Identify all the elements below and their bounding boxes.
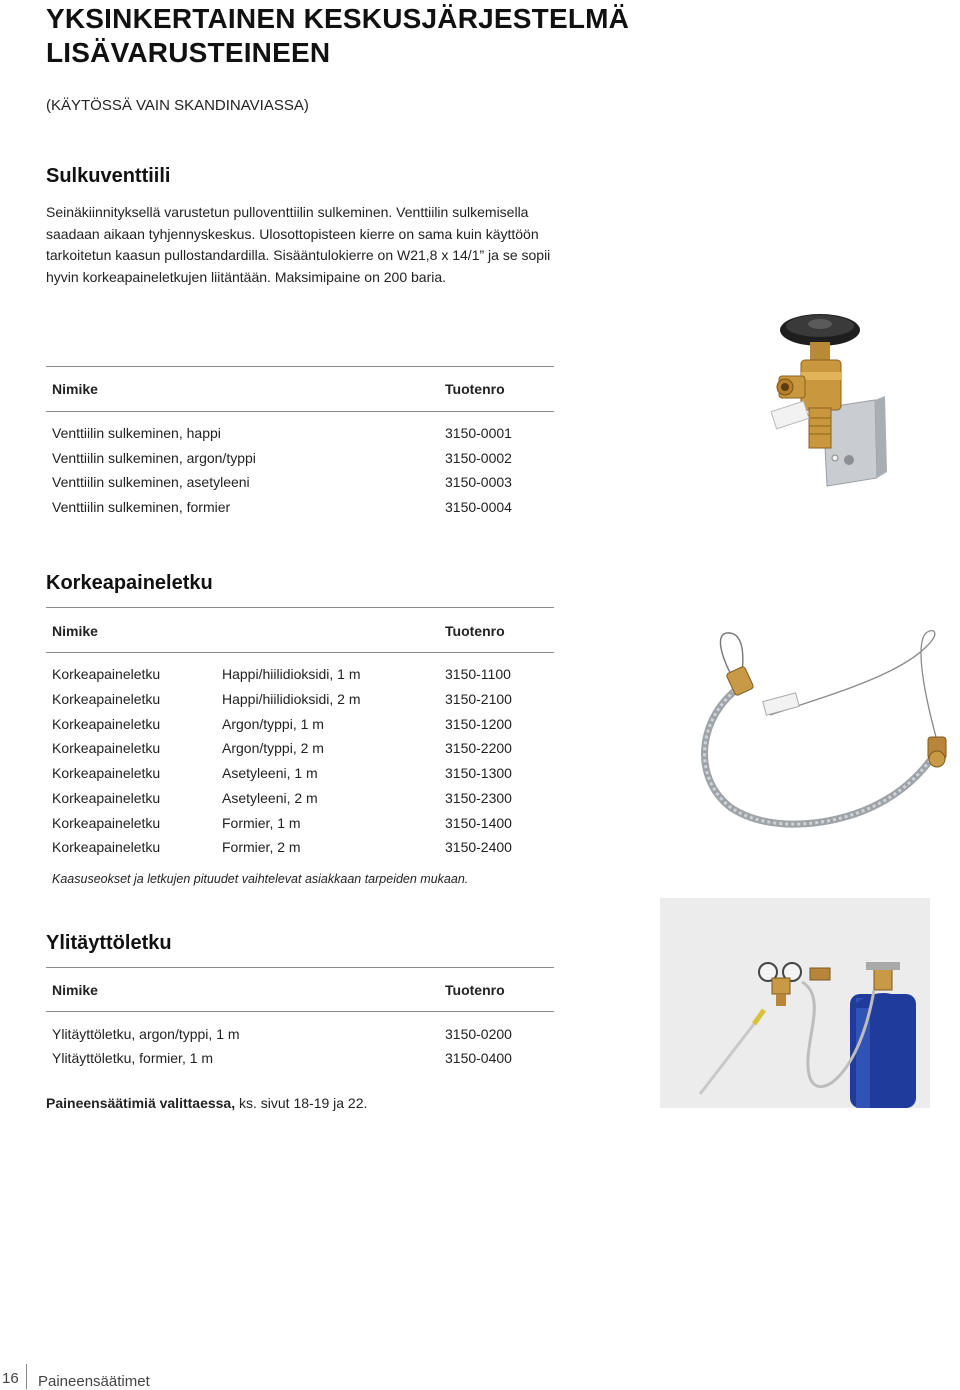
description-line: tarkoitetun kaasun pullostandardilla. Sisääntulokierre on W21,8 x 14/1” ja se sopii — [46, 247, 551, 263]
table-cell-name: Korkeapaineletku — [52, 790, 161, 806]
table-cell-code: 3150-2200 — [445, 740, 512, 756]
overfill-hose-image — [660, 898, 930, 1108]
page-title-line-2: LISÄVARUSTEINEEN — [46, 37, 331, 68]
table-cell-code: 3150-1400 — [445, 815, 512, 831]
table-rule — [46, 652, 554, 653]
table-cell-spec: Asetyleeni, 1 m — [222, 765, 318, 781]
page-subtitle: (KÄYTÖSSÄ VAIN SKANDINAVIASSA) — [46, 97, 309, 114]
table-cell-code: 3150-1100 — [445, 666, 511, 682]
table-cell-name: Korkeapaineletku — [52, 740, 161, 756]
table-cell-name: Korkeapaineletku — [52, 691, 161, 707]
regulator-reference-bold: Paineensäätimiä valittaessa, — [46, 1095, 236, 1111]
table-cell-name: Korkeapaineletku — [52, 765, 161, 781]
footer-divider — [26, 1364, 27, 1389]
table-cell-spec: Argon/typpi, 1 m — [222, 716, 324, 732]
section-description — [46, 202, 606, 288]
high-pressure-hose-image — [690, 625, 950, 835]
table-rule — [46, 1011, 554, 1012]
section-heading-sulkuventtiili: Sulkuventtiili — [46, 165, 171, 187]
table-cell-code: 3150-0003 — [445, 474, 512, 490]
table-cell-spec: Argon/typpi, 2 m — [222, 740, 324, 756]
table-cell-code: 3150-2300 — [445, 790, 512, 806]
table-cell-name: Venttiilin sulkeminen, asetyleeni — [52, 474, 250, 490]
table-cell-code: 3150-0004 — [445, 499, 512, 515]
column-header-tuotenro: Tuotenro — [445, 982, 505, 998]
table-rule — [46, 607, 554, 608]
table-cell-name: Venttiilin sulkeminen, happi — [52, 425, 221, 441]
regulator-reference — [46, 1095, 367, 1111]
description-line: Seinäkiinnityksellä varustetun pulloventtiilin sulkeminen. Venttiilin sulkemisella — [46, 204, 529, 220]
table-cell-name: Korkeapaineletku — [52, 666, 161, 682]
table-cell-spec: Happi/hiilidioksidi, 2 m — [222, 691, 361, 707]
table-cell-spec: Formier, 2 m — [222, 839, 301, 855]
table-cell-code: 3150-0002 — [445, 450, 512, 466]
table-rule — [46, 366, 554, 367]
table-cell-spec: Happi/hiilidioksidi, 1 m — [222, 666, 361, 682]
section-heading-ylitayttoletku: Ylitäyttöletku — [46, 932, 172, 954]
description-line: saadaan aikaan tyhjennyskeskus. Ulosottopisteen kierre on sama kuin käyttöön — [46, 225, 539, 242]
page-title — [46, 2, 629, 70]
table-cell-name: Korkeapaineletku — [52, 716, 161, 732]
section-heading-korkeapaineletku: Korkeapaineletku — [46, 572, 213, 594]
table-cell-code: 3150-0400 — [445, 1050, 512, 1066]
table-cell-name: Korkeapaineletku — [52, 815, 161, 831]
column-header-tuotenro: Tuotenro — [445, 623, 505, 639]
table-cell-code: 3150-2100 — [445, 691, 512, 707]
table-rule — [46, 411, 554, 412]
page-title-line-1: YKSINKERTAINEN KESKUSJÄRJESTELMÄ — [46, 3, 630, 34]
column-header-tuotenro: Tuotenro — [445, 381, 505, 397]
regulator-reference-pages: ks. sivut 18-19 ja 22. — [235, 1095, 368, 1111]
table-cell-name: Korkeapaineletku — [52, 839, 161, 855]
column-header-nimike: Nimike — [52, 982, 98, 998]
table-cell-code: 3150-1300 — [445, 765, 512, 781]
footer-section-title: Paineensäätimet — [38, 1373, 150, 1390]
table-cell-code: 3150-0200 — [445, 1026, 512, 1042]
column-header-nimike: Nimike — [52, 381, 98, 397]
shutoff-valve-image — [765, 310, 900, 490]
footnote: Kaasuseokset ja letkujen pituudet vaihtelevat asiakkaan tarpeiden mukaan. — [52, 872, 469, 886]
table-cell-spec: Formier, 1 m — [222, 815, 301, 831]
table-cell-name: Ylitäyttöletku, formier, 1 m — [52, 1050, 214, 1066]
table-cell-spec: Asetyleeni, 2 m — [222, 790, 318, 806]
table-cell-code: 3150-0001 — [445, 425, 512, 441]
page-number: 16 — [2, 1370, 19, 1387]
table-cell-name: Venttiilin sulkeminen, formier — [52, 499, 231, 515]
description-line: hyvin korkeapaineletkujen liitäntään. Maksimipaine on 200 baria. — [46, 268, 447, 285]
table-rule — [46, 967, 554, 968]
table-cell-name: Venttiilin sulkeminen, argon/typpi — [52, 450, 256, 466]
table-cell-code: 3150-1200 — [445, 716, 512, 732]
table-cell-name: Ylitäyttöletku, argon/typpi, 1 m — [52, 1026, 240, 1042]
table-cell-code: 3150-2400 — [445, 839, 512, 855]
column-header-nimike: Nimike — [52, 623, 98, 639]
